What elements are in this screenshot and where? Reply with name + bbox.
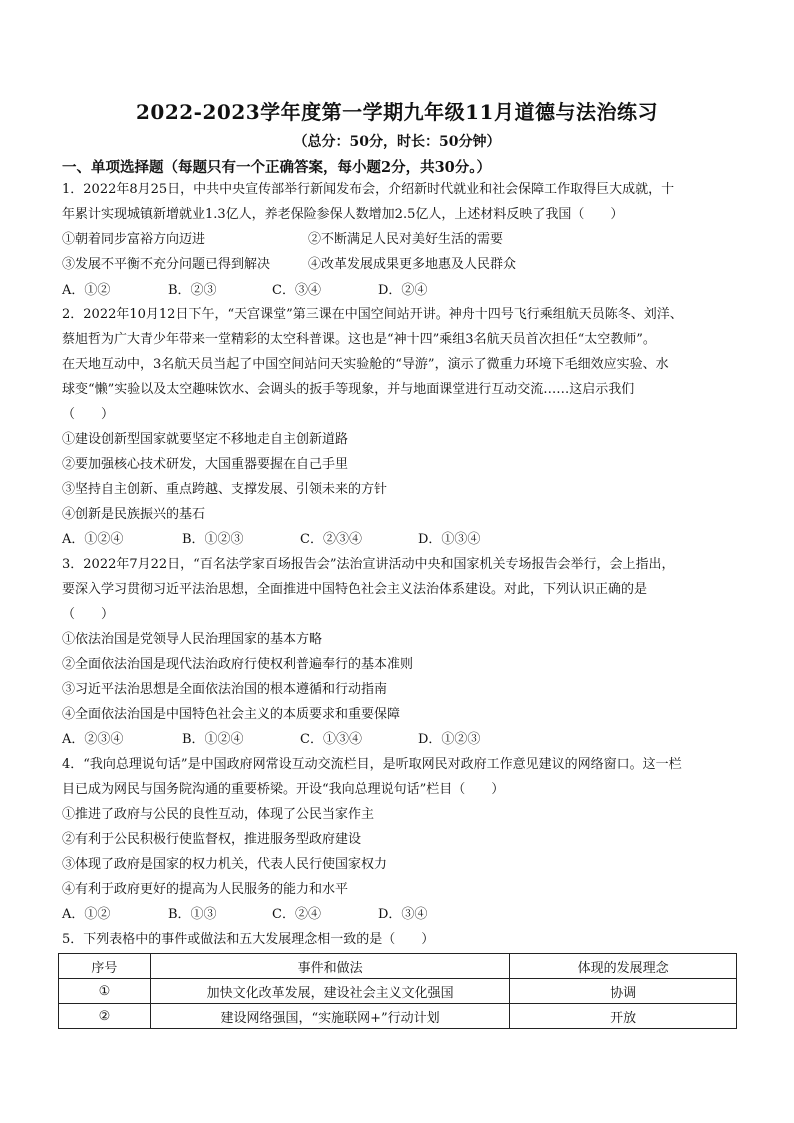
q1-statement: ④改革发展成果更多地惠及人民群众 xyxy=(308,257,517,272)
q2-stem-line: （ ） xyxy=(62,407,115,422)
q2-statement: ②要加强核心技术研发，大国重器要握在自己手里 xyxy=(62,457,349,472)
q1-stem-line: 年累计实现城镇新增就业1.3亿人，养老保险参保人数增加2.5亿人，上述材料反映了我国（ ） xyxy=(62,207,624,222)
q4-choice-c: C．②④ xyxy=(272,907,321,922)
table-row xyxy=(59,979,737,1004)
table-row xyxy=(59,1004,737,1029)
table-cell: ② xyxy=(59,1004,151,1029)
q2-choice-c: C．②③④ xyxy=(300,532,362,547)
table-header-cell: 事件和做法 xyxy=(150,954,509,979)
q1-statement: ②不断满足人民对美好生活的需要 xyxy=(308,232,504,247)
q3-choice-a: A．②③④ xyxy=(62,732,124,747)
q4-choice-d: D．③④ xyxy=(378,907,428,922)
q4-statement: ②有利于公民积极行使监督权，推进服务型政府建设 xyxy=(62,832,362,847)
q4-stem-line: 4．“我向总理说句话”是中国政府网常设互动交流栏目，是听取网民对政府工作意见建议的网络窗口。这一栏 xyxy=(62,757,682,772)
table-cell: 协调 xyxy=(510,979,737,1004)
q2-stem-line: 球变“懒”实验以及太空趣味饮水、会调头的扳手等现象，并与地面课堂进行互动交流……这启示我们 xyxy=(62,382,635,397)
table-header-cell: 序号 xyxy=(59,954,151,979)
q2-stem-line: 2．2022年10月12日下午，“天宫课堂”第三课在中国空间站开讲。神舟十四号飞行乘组航天员陈冬、刘洋、 xyxy=(62,307,683,322)
q1-choice-c: C．③④ xyxy=(272,283,321,298)
q1-stem-line: 1．2022年8月25日，中共中央宣传部举行新闻发布会，介绍新时代就业和社会保障工作取得巨大成就，十 xyxy=(62,182,675,197)
q3-choice-b: B．①②④ xyxy=(182,732,244,747)
exam-title: 2022-2023学年度第一学期九年级11月道德与法治练习 xyxy=(136,100,658,124)
q4-choice-a: A．①② xyxy=(62,907,111,922)
q1-choice-a: A．①② xyxy=(62,283,111,298)
table-header-row xyxy=(59,954,737,979)
q1-statement: ③发展不平衡不充分问题已得到解决 xyxy=(62,257,271,272)
table-cell: 开放 xyxy=(510,1004,737,1029)
q4-statement: ①推进了政府与公民的良性互动，体现了公民当家作主 xyxy=(62,807,375,822)
q1-statement: ①朝着同步富裕方向迈进 xyxy=(62,232,206,247)
q4-stem-line: 目已成为网民与国务院沟通的重要桥梁。开设“我向总理说句话”栏目（ ） xyxy=(62,782,505,797)
q1-choice-b: B．②③ xyxy=(168,283,217,298)
q1-choice-d: D．②④ xyxy=(378,283,428,298)
q3-statement: ③习近平法治思想是全面依法治国的根本遵循和行动指南 xyxy=(62,682,388,697)
section-heading: 一、单项选择题（每题只有一个正确答案，每小题2分，共30分。） xyxy=(62,159,492,176)
q4-statement: ④有利于政府更好的提高为人民服务的能力和水平 xyxy=(62,882,349,897)
q3-statement: ④全面依法治国是中国特色社会主义的本质要求和重要保障 xyxy=(62,707,401,722)
q3-choice-d: D．①②③ xyxy=(418,732,481,747)
q2-choice-b: B．①②③ xyxy=(182,532,244,547)
q3-statement: ①依法治国是党领导人民治理国家的基本方略 xyxy=(62,632,323,647)
q2-choice-d: D．①③④ xyxy=(418,532,481,547)
q5-table xyxy=(58,953,737,1029)
q4-choice-b: B．①③ xyxy=(168,907,217,922)
exam-subtitle: （总分：50分，时长：50分钟） xyxy=(293,134,501,150)
table-header-cell: 体现的发展理念 xyxy=(510,954,737,979)
q5-stem-line: 5．下列表格中的事件或做法和五大发展理念相一致的是（ ） xyxy=(62,932,435,947)
q4-statement: ③体现了政府是国家的权力机关，代表人民行使国家权力 xyxy=(62,857,388,872)
table-cell: 加快文化改革发展，建设社会主义文化强国 xyxy=(150,979,509,1004)
q3-stem-line: （ ） xyxy=(62,607,115,622)
q2-statement: ①建设创新型国家就要坚定不移地走自主创新道路 xyxy=(62,432,349,447)
q3-statement: ②全面依法治国是现代法治政府行使权利普遍奉行的基本准则 xyxy=(62,657,414,672)
table-cell: 建设网络强国，“实施联网+”行动计划 xyxy=(150,1004,509,1029)
q2-statement: ③坚持自主创新、重点跨越、支撑发展、引领未来的方针 xyxy=(62,482,388,497)
q3-stem-line: 3．2022年7月22日，“百名法学家百场报告会”法治宣讲活动中央和国家机关专场报告会举行，会上指出， xyxy=(62,557,675,572)
q2-stem-line: 在天地互动中，3名航天员当起了中国空间站问天实验舱的“导游”，演示了微重力环境下毛细效应实验、水 xyxy=(62,357,669,372)
q2-choice-a: A．①②④ xyxy=(62,532,124,547)
q3-stem-line: 要深入学习贯彻习近平法治思想，全面推进中国特色社会主义法治体系建设。对此，下列认识正确的是 xyxy=(62,582,648,597)
q3-choice-c: C．①③④ xyxy=(300,732,362,747)
q2-statement: ④创新是民族振兴的基石 xyxy=(62,507,206,522)
q2-stem-line: 蔡旭哲为广大青少年带来一堂精彩的太空科普课。这也是“神十四”乘组3名航天员首次担任“太空教师”。 xyxy=(62,332,656,347)
table-cell: ① xyxy=(59,979,151,1004)
